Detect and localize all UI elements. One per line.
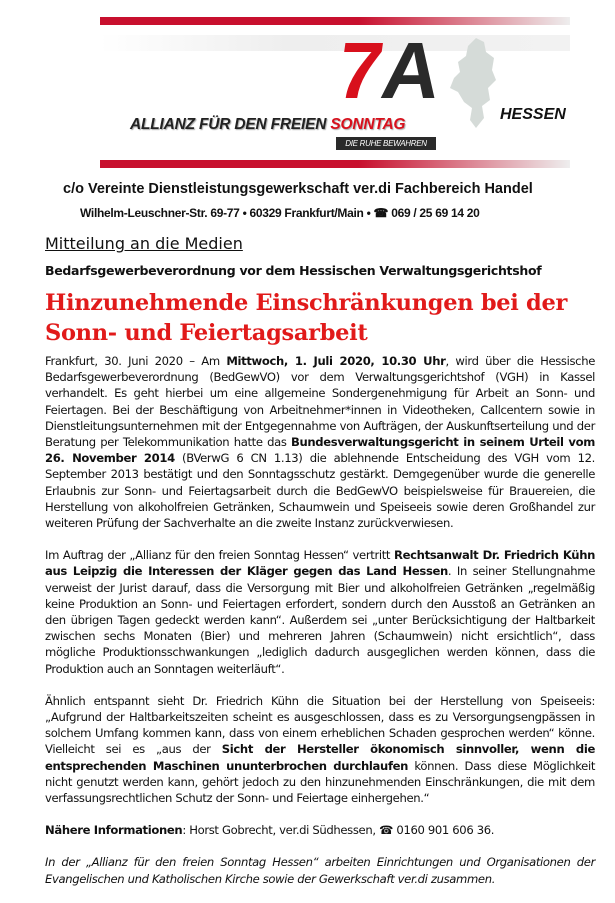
headline: Hinzunehmende Einschränkungen bei der Sonn- und Feiertagsarbeit (45, 290, 568, 346)
text: , wird über die Hessische Bedarfsgewerbeverordnung (BedGewVO) vor dem Verwaltungsgerichtshof (VGH) in Kassel verhandelt. Es geht hierbei um eine allgemeine Sondergenehmigung für Arbeit an Sonn- und Feiertagen. Bei der Beschäftigung von Arbeitnehmer*innen in Videotheken, Callcentern sowie in Dienstleitungsunternehmen mit der Entgegennahme von Aufträgen, der Auskunftserteilung und der Beratung per Telekommunikation hatte das (45, 354, 595, 450)
press-release-body (45, 353, 595, 903)
logo-tagline: DIE RUHE BEWAHREN (336, 137, 436, 150)
text: . In seiner Stellungnahme verweist der Jurist darauf, dass die Versorgung mit Bier und alkoholfreien Getränken „regelmäßig keine Produktion an Sonn- und Feiertagen erfordert, sondern durch den Ausstoß an Getränken an den übrigen Tagen gedeckt werden kann“. Außerdem sei „unter Berücksichtigung der Haltbarkeit zwischen sechs Monaten (Bier) und mehreren Jahren (Schaumwein) nicht ersichtlich“, dass mögliche Produktionsschwankungen „lediglich dadurch ausgeglichen werden können, dass die Produktion auch an Sonntagen weiterläuft“. (45, 564, 595, 676)
more-info (45, 822, 595, 838)
logo-name-black: ALLIANZ FÜR DEN FREIEN (130, 116, 331, 133)
footer-note (45, 854, 595, 886)
top-red-rule (100, 17, 570, 25)
bold-text: Rechtsanwalt Dr. Friedrich Kühn aus Leipzig die Interessen der Kläger gegen das Land Hessen (45, 548, 595, 579)
text: können. Dass diese Möglichkeit nicht genutzt werden kann, gehört jedoch zu den hinzunehmenden Einschränkungen, die mit dem verfassungsrechtlichen Schutz der Sonn- und Feiertage einhergehen.“ (45, 758, 596, 806)
grey-band (100, 35, 570, 51)
text: (BVerwG 6 CN 1.13) die ablehnende Entscheidung des VGH vom 12. September 2013 bestätigt und den Sonntagsschutz gestärkt. Demgegenüber wurde die generelle Erlaubnis zur Sonn- und Feiertagsarbeit durch die BedGewVO beispielsweise für Brauereien, die Herstellung von alkoholfreien Getränken, Schaumwein und Speiseeis sowie deren Großhandel zur weiteren Prüfung der Sachverhalte an die zweite Instanz zurückverwiesen. (45, 451, 595, 531)
paragraph-3 (45, 693, 595, 806)
text: In der „Allianz für den freien Sonntag Hessen“ arbeiten Einrichtungen und Organisationen der Evangelischen und Katholischen Kirche sowie der Gewerkschaft ver.di zusammen. (45, 855, 595, 886)
text: Frankfurt, 30. Juni 2020 – Am (45, 354, 227, 368)
subtitle: Bedarfsgewerbeverordnung vor dem Hessischen Verwaltungsgerichtshof (45, 263, 542, 278)
section-label: Mitteilung an die Medien (45, 234, 243, 253)
text: Ähnlich entspannt sieht Dr. Friedrich Kühn die Situation bei der Herstellung von Speiseeis: „Aufgrund der Haltbarkeitszeiten scheint es ausgeschlossen, dass es zu Versorgungsengpässen in solchem Umfang kommen kann, dass von einem erheblichen Schaden gesprochen werden“ könne. Vielleicht sei es „aus der (45, 693, 595, 757)
address-contact: Wilhelm-Leuschner-Str. 69-77 • 60329 Frankfurt/Main • ☎ 069 / 25 69 14 20 (80, 206, 480, 220)
bottom-red-rule (100, 160, 570, 168)
bold-text: Bundesverwaltungsgericht in seinem Urteil vom 26. November 2014 (45, 435, 595, 466)
paragraph-2 (45, 547, 595, 677)
hessen-map-icon (448, 36, 498, 131)
logo-name-red: SONNTAG (330, 116, 406, 133)
text: Im Auftrag der „Allianz für den freien Sonntag Hessen“ vertritt (45, 548, 395, 563)
logo-region: HESSEN (500, 106, 566, 123)
bold-text: Mittwoch, 1. Juli 2020, 10.30 Uhr (226, 354, 446, 368)
logo-name (130, 117, 405, 133)
paragraph-1 (45, 353, 595, 531)
address-org: c/o Vereinte Dienstleistungsgewerkschaft ver.di Fachbereich Handel (63, 181, 533, 197)
bold-text: Sicht der Hersteller ökonomisch sinnvoller, wenn die entsprechenden Maschinen ununterbrochen durchlaufen (45, 742, 595, 773)
bold-text: Nähere Informationen (45, 823, 183, 838)
logo-7a-mark: 7A (331, 26, 447, 115)
text: : Horst Gobrecht, ver.di Südhessen, ☎ 0160 901 606 36. (182, 823, 495, 838)
